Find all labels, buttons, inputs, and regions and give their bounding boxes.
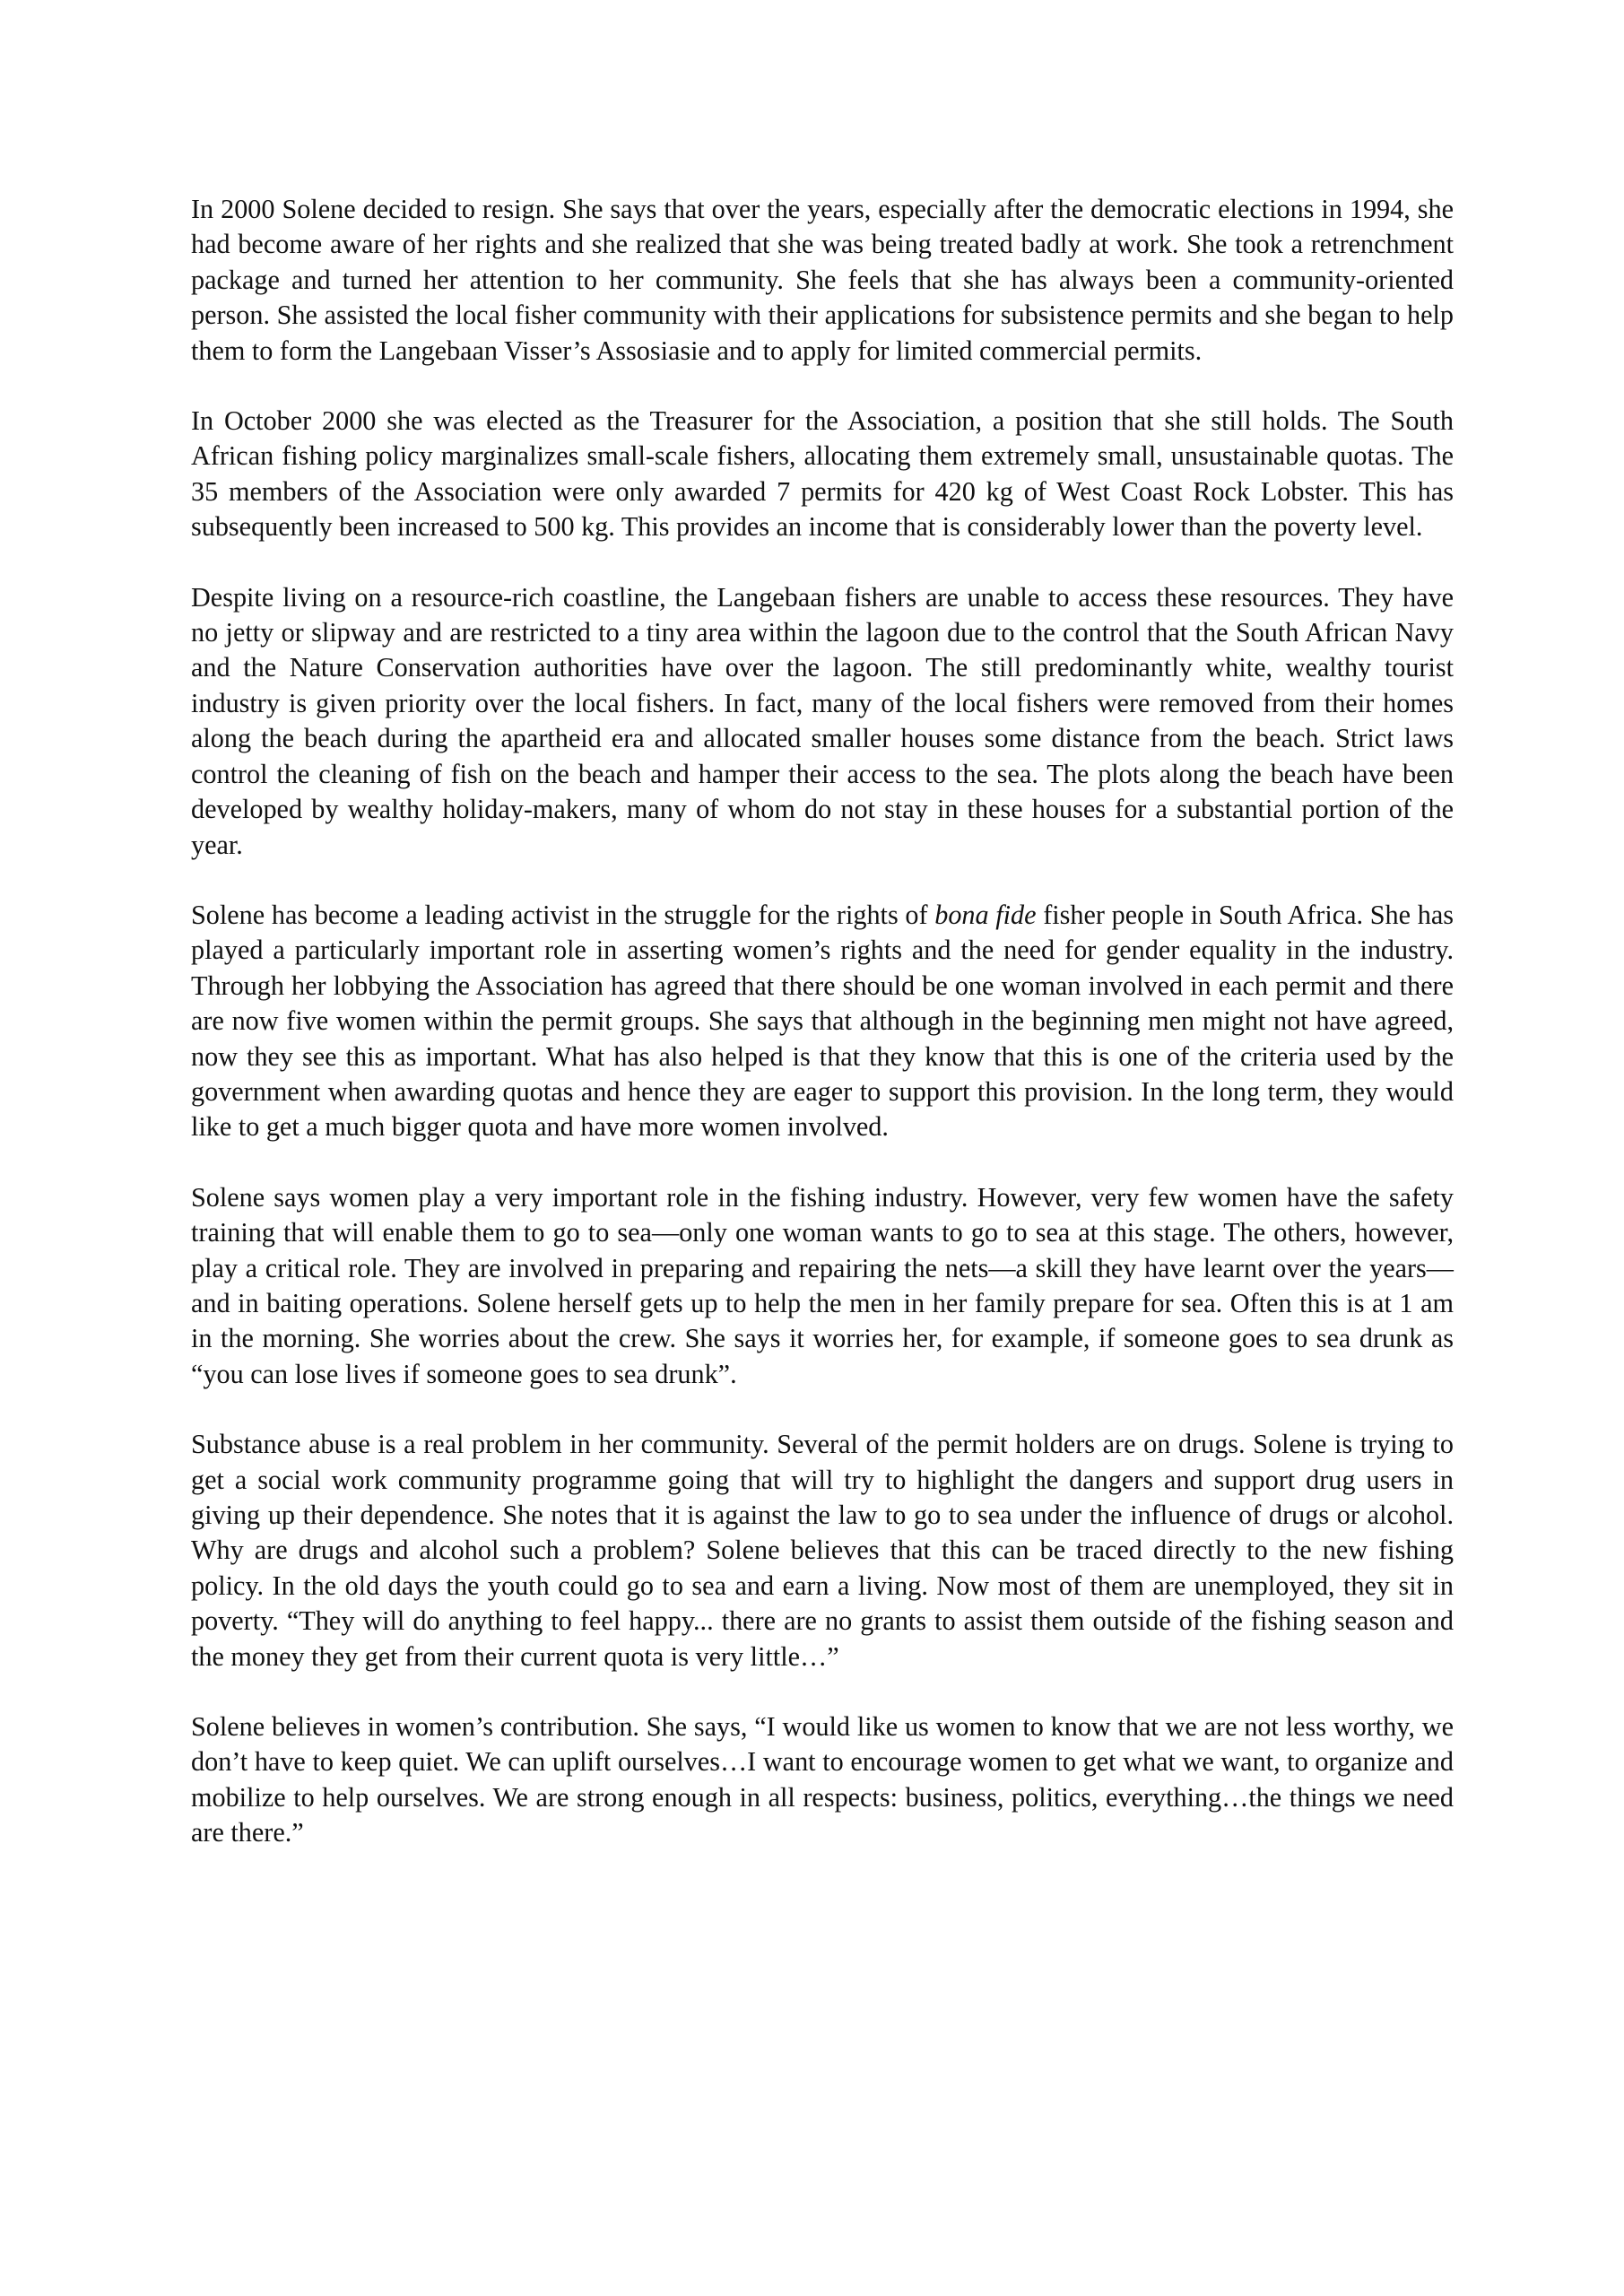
bona-fide-italic: bona fide (934, 899, 1037, 930)
paragraph-activism (191, 898, 1454, 1145)
paragraph-treasurer: In October 2000 she was elected as the Treasurer for the Association, a position that she still holds. The South African fishing policy marginalizes small-scale fishers, allocating them extremely small, unsustainable quotas. The 35 members of the Association were only awarded 7 permits for 420 kg of West Coast Rock Lobster. This has subsequently been increased to 500 kg. This provides an income that is considerably lower than the poverty level. (191, 405, 1454, 543)
paragraph-women-contribution: Solene believes in women’s contribution. She says, “I would like us women to know that we are not less worthy, we don’t have to keep quiet. We can uplift ourselves…I want to encourage women to get what we want, to organize and mobilize to help ourselves. We are strong enough in all respects: business, politics, everything…the things we need are there.” (191, 1711, 1454, 1848)
paragraph-activism-end: fisher people in South Africa. She has played a particularly important role in asserting women’s rights and the need for gender equality in the industry. Through her lobbying the Association has agreed that there should be one woman involved in each permit and there are now five women within the permit groups. She says that although in the beginning men might not have agreed, now they see this as important. What has also helped is that they know that this is one of the criteria used by the government when awarding quotas and hence they are eager to support this provision. In the long term, they would like to get a much bigger quota and have more women involved. (191, 899, 1454, 1143)
paragraph-resignation: In 2000 Solene decided to resign. She says that over the years, especially after the democratic elections in 1994, she had become aware of her rights and she realized that she was being treated badly at work. She took a retrenchment package and turned her attention to her community. She feels that she has always been a community-oriented person. She assisted the local fisher community with their applications for subsistence permits and she began to help them to form the Langebaan Visser’s Assosiasie and to apply for limited commercial permits. (191, 194, 1454, 366)
paragraph-women-role: Solene says women play a very important role in the fishing industry. However, very few women have the safety training that will enable them to go to sea—only one woman wants to go to sea at this stage. The others, however, play a critical role. They are involved in preparing and repairing the nets—a skill they have learnt over the years—and in baiting operations. Solene herself gets up to help the men in her family prepare for sea. Often this is at 1 am in the morning. She worries about the crew. She says it worries her, for example, if someone goes to sea drunk as “you can lose lives if someone goes to sea drunk”. (191, 1181, 1454, 1389)
paragraph-substance-abuse: Substance abuse is a real problem in her community. Several of the permit holders are on drugs. Solene is trying to get a social work community programme going that will try to highlight the dangers and support drug users in giving up their dependence. She notes that it is against the law to go to sea under the influence of drugs or alcohol. Why are drugs and alcohol such a problem? Solene believes that this can be traced directly to the new fishing policy. In the old days the youth could go to sea and earn a living. Now most of them are unemployed, they sit in poverty. “They will do anything to feel happy... there are no grants to assist them outside of the fishing season and the money they get from their current quota is very little…” (191, 1429, 1454, 1672)
paragraph-activism-start: Solene has become a leading activist in the struggle for the rights of (191, 899, 935, 930)
paragraph-resource-access: Despite living on a resource-rich coastline, the Langebaan fishers are unable to access these resources. They have no jetty or slipway and are restricted to a tiny area within the lagoon due to the control that the South African Navy and the Nature Conservation authorities have over the lagoon. The still predominantly white, wealthy tourist industry is given priority over the local fishers. In fact, many of the local fishers were removed from their homes along the beach during the apartheid era and allocated smaller houses some distance from the beach. Strict laws control the cleaning of fish on the beach and hamper their access to the sea. The plots along the beach have been developed by wealthy holiday-makers, many of whom do not stay in these houses for a substantial portion of the year. (191, 581, 1454, 860)
document-page (191, 192, 1454, 1886)
